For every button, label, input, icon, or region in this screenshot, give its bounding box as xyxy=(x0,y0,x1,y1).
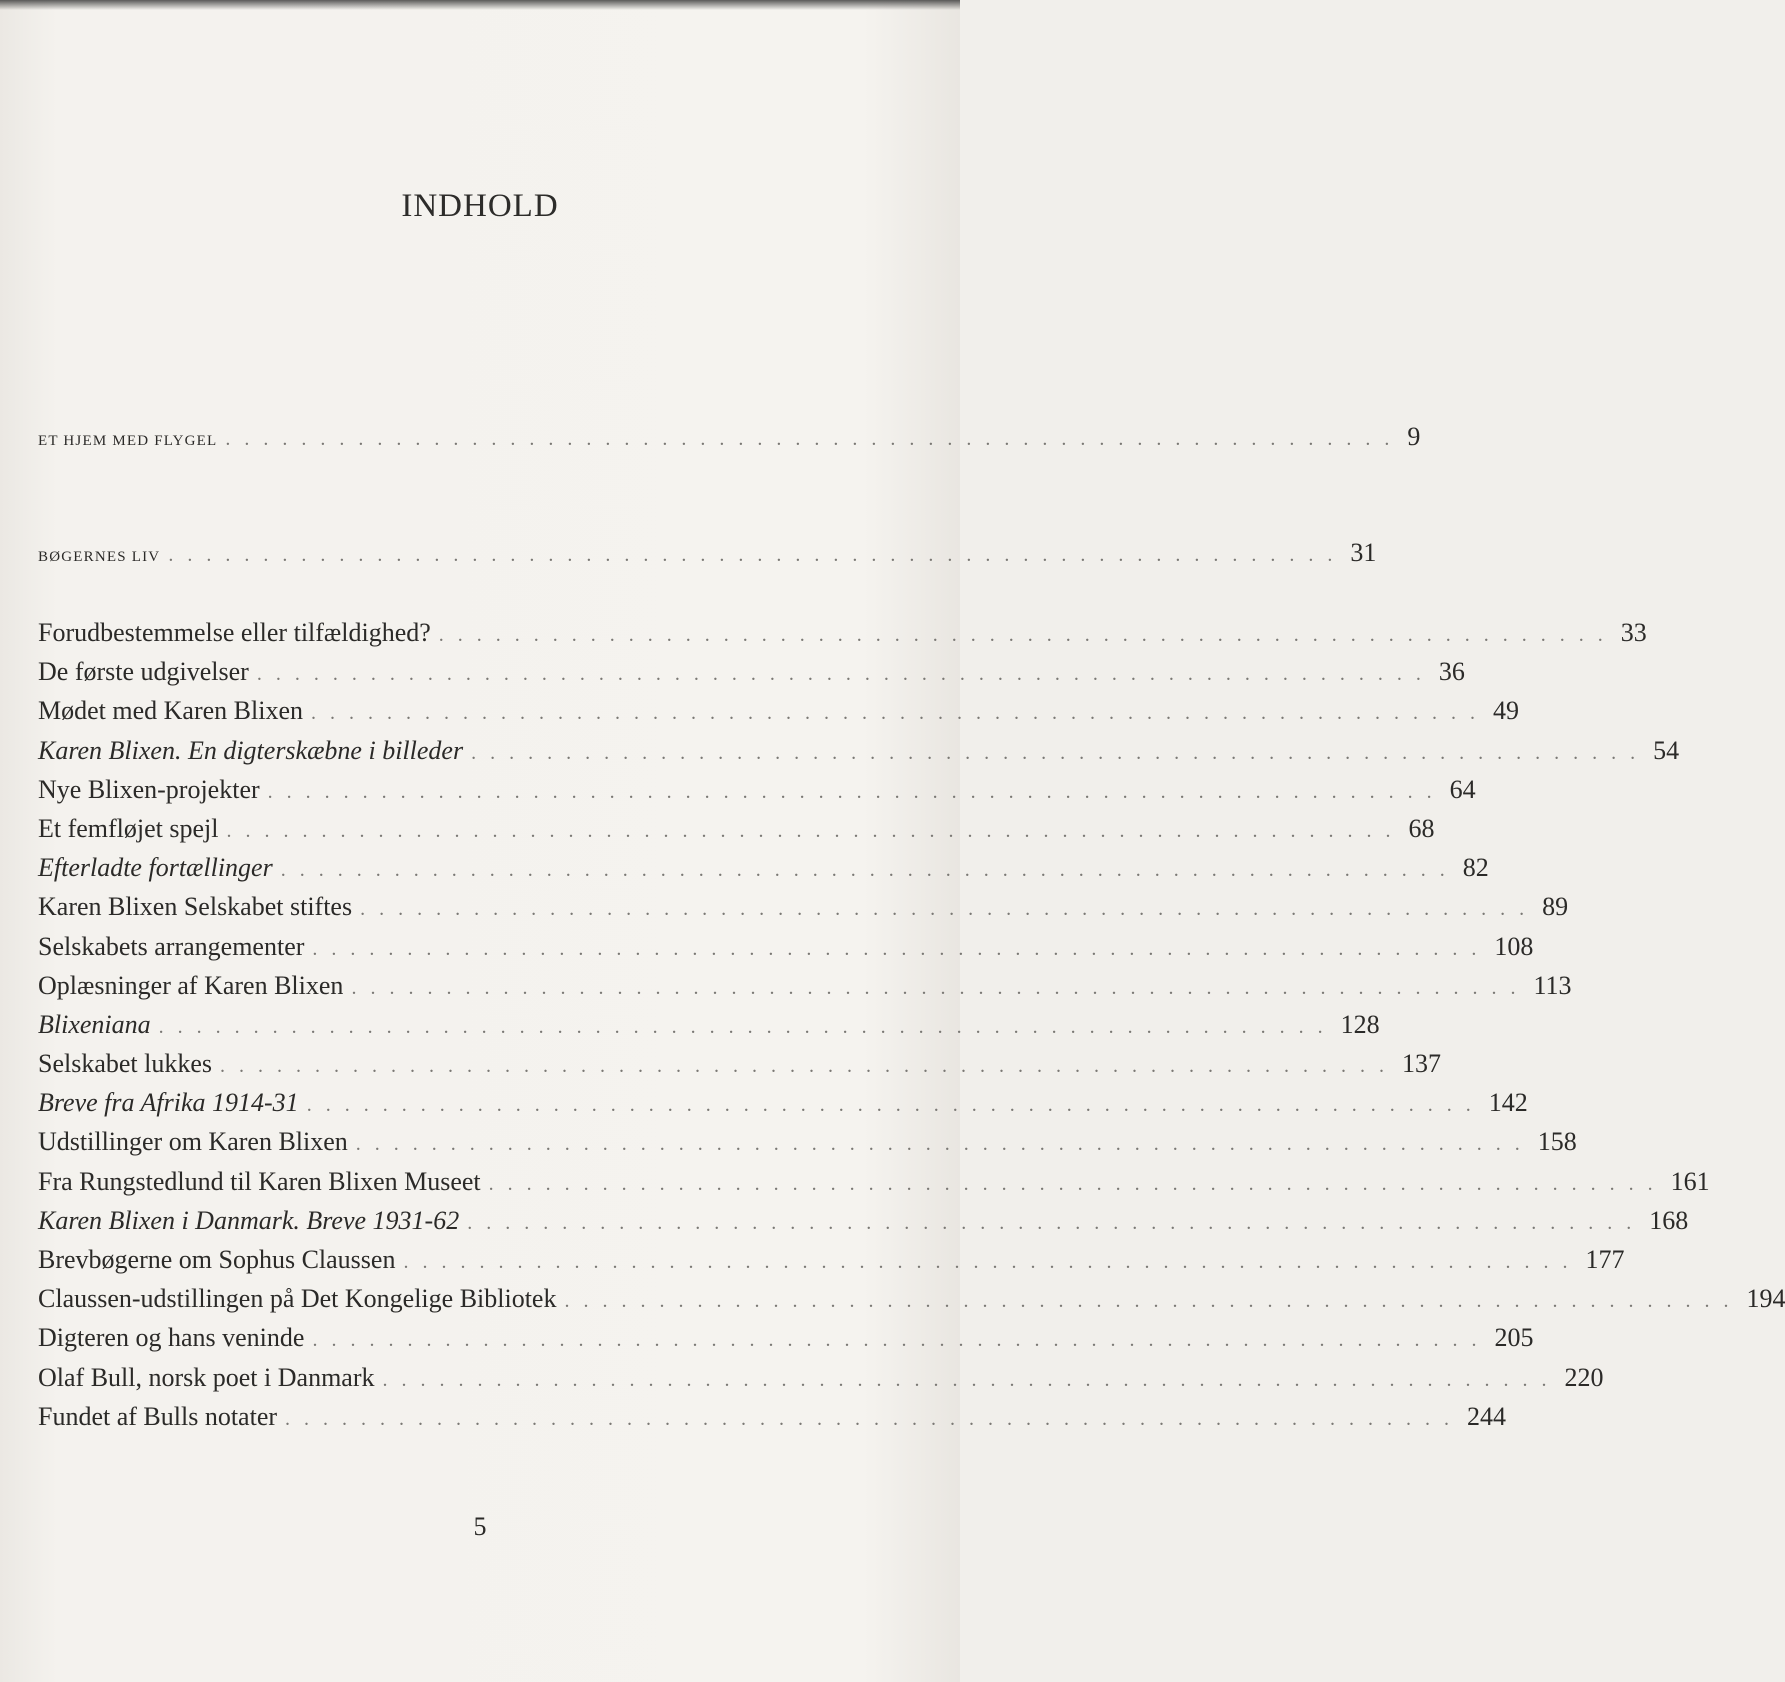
toc-entry-label: De første udgivelser xyxy=(38,657,249,687)
toc-leader-dots: .............................................................. xyxy=(467,1211,1646,1234)
toc-section-entry xyxy=(38,538,1377,577)
toc-entry-label: Brevbøgerne om Sophus Claussen xyxy=(38,1245,396,1274)
toc-section-1 xyxy=(38,422,1421,461)
toc-leader-dots: .............................................................. xyxy=(280,859,1459,882)
toc-entry-label: Breve fra Afrika 1914-31 xyxy=(38,1088,299,1118)
toc-leader-dots: .............................................................. xyxy=(312,1329,1491,1352)
toc-leader-dots: .............................................................. xyxy=(256,663,1435,686)
toc-entry-label: Selskabets arrangementer xyxy=(38,931,305,961)
toc-leader-dots: .............................................................. xyxy=(225,428,1404,450)
toc-entry xyxy=(38,813,1435,853)
toc-entry xyxy=(38,618,1647,657)
toc-page-number: 113 xyxy=(1533,970,1572,1000)
toc-page-number: 244 xyxy=(1467,1401,1507,1431)
toc-entry xyxy=(38,1205,1689,1245)
toc-page-number: 177 xyxy=(1585,1245,1625,1274)
toc-page-number: 205 xyxy=(1494,1323,1534,1353)
toc-page-number: 142 xyxy=(1488,1088,1528,1118)
toc-entry-label: Selskabet lukkes xyxy=(38,1049,213,1079)
toc-entry-label: Olaf Bull, norsk poet i Danmark xyxy=(38,1362,375,1392)
toc-leader-dots: .............................................................. xyxy=(285,1407,1464,1430)
toc-entry-label: Mødet med Karen Blixen xyxy=(38,696,303,726)
toc-leader-dots: .............................................................. xyxy=(226,819,1405,842)
toc-entry xyxy=(38,735,1680,775)
toc-page-number: 31 xyxy=(1350,538,1377,567)
toc-entry-label: Et femfløjet spejl xyxy=(38,813,219,843)
toc-entry xyxy=(38,1088,1528,1127)
toc-entry xyxy=(38,1323,1534,1362)
toc-page-number: 54 xyxy=(1653,735,1680,765)
toc-entry-label: Efterladte fortællinger xyxy=(38,853,273,883)
toc-entry-label: Digteren og hans veninde xyxy=(38,1323,305,1353)
toc-page-number: 108 xyxy=(1494,931,1534,961)
page-title: INDHOLD xyxy=(401,188,559,224)
toc-entry xyxy=(38,970,1572,1010)
toc-leader-dots: .............................................................. xyxy=(471,741,1650,764)
page-number: 5 xyxy=(473,1512,487,1541)
toc-entry-label: Karen Blixen Selskabet stiftes xyxy=(38,892,353,922)
toc-page-number: 161 xyxy=(1670,1166,1710,1196)
toc-section-2 xyxy=(38,538,1377,577)
toc-entry-label: Udstillinger om Karen Blixen xyxy=(38,1127,348,1157)
toc-page-number: 128 xyxy=(1340,1009,1380,1039)
toc-entry xyxy=(38,774,1476,814)
toc-leader-dots: .............................................................. xyxy=(360,898,1539,921)
toc-section-entry xyxy=(38,422,1421,461)
toc-leader-dots: .............................................................. xyxy=(351,976,1530,999)
toc-page-number: 36 xyxy=(1438,657,1465,687)
toc-leader-dots: .............................................................. xyxy=(438,624,1617,646)
toc-page-number: 194 xyxy=(1746,1284,1785,1314)
toc-leader-dots: .............................................................. xyxy=(382,1368,1561,1391)
toc-entry xyxy=(38,892,1569,931)
toc-page-number: 220 xyxy=(1564,1362,1604,1392)
toc-leader-dots: .............................................................. xyxy=(168,544,1347,566)
toc-page-number: 64 xyxy=(1449,774,1476,804)
toc-entry xyxy=(38,1362,1604,1402)
toc-entry-label: Claussen-udstillingen på Det Kongelige Bibliotek xyxy=(38,1284,557,1314)
toc-entry-label: Fra Rungstedlund til Karen Blixen Museet xyxy=(38,1166,481,1196)
toc-entry xyxy=(38,1245,1625,1284)
toc-entry xyxy=(38,1401,1507,1441)
toc-entry-label: Forudbestemmelse eller tilfældighed? xyxy=(38,618,431,647)
toc-leader-dots: .............................................................. xyxy=(488,1172,1667,1195)
toc-entry-label: Oplæsninger af Karen Blixen xyxy=(38,970,344,1000)
toc-page-number: 168 xyxy=(1649,1205,1689,1235)
toc-leader-dots: .............................................................. xyxy=(312,937,1491,960)
toc-page-number: 137 xyxy=(1402,1049,1442,1079)
toc-leader-dots: .............................................................. xyxy=(403,1251,1582,1273)
toc-entry xyxy=(38,931,1534,971)
toc-entry xyxy=(38,1284,1785,1323)
page-edge-shadow xyxy=(0,0,960,10)
toc-page-number: 158 xyxy=(1537,1127,1577,1157)
toc-leader-dots: .............................................................. xyxy=(306,1094,1485,1117)
toc-entry xyxy=(38,1049,1442,1088)
toc-entry-label: Blixeniana xyxy=(38,1009,151,1039)
toc-entry-label: Nye Blixen-projekter xyxy=(38,774,260,804)
toc-page-number: 82 xyxy=(1462,853,1489,883)
toc-entry-label: Karen Blixen. En digterskæbne i billeder xyxy=(38,735,464,765)
toc-entry-label: Karen Blixen i Danmark. Breve 1931-62 xyxy=(38,1205,460,1235)
toc-entry-label: Fundet af Bulls notater xyxy=(38,1401,278,1431)
toc-leader-dots: .............................................................. xyxy=(267,780,1446,803)
toc-entry xyxy=(38,1166,1710,1206)
toc-page-number: 9 xyxy=(1407,422,1421,451)
toc-leader-dots: .............................................................. xyxy=(355,1133,1534,1156)
toc-entry xyxy=(38,853,1489,892)
toc-leader-dots: .............................................................. xyxy=(564,1290,1743,1313)
toc-page-number: 89 xyxy=(1542,892,1569,922)
toc-page-number: 49 xyxy=(1493,696,1519,726)
toc-entry xyxy=(38,696,1519,735)
toc-leader-dots: .............................................................. xyxy=(220,1055,1399,1078)
toc-section-label: BØGERNES LIV xyxy=(38,549,161,565)
toc-entry xyxy=(38,1127,1577,1166)
toc-entry xyxy=(38,657,1465,696)
toc-page-number: 33 xyxy=(1620,618,1647,647)
toc-leader-dots: .............................................................. xyxy=(158,1015,1337,1038)
toc-leader-dots: .............................................................. xyxy=(311,702,1489,725)
toc-page-number: 68 xyxy=(1408,813,1435,843)
toc-entry-list xyxy=(38,618,1785,1441)
toc-section-label: ET HJEM MED FLYGEL xyxy=(38,433,218,449)
toc-entry xyxy=(38,1009,1380,1049)
